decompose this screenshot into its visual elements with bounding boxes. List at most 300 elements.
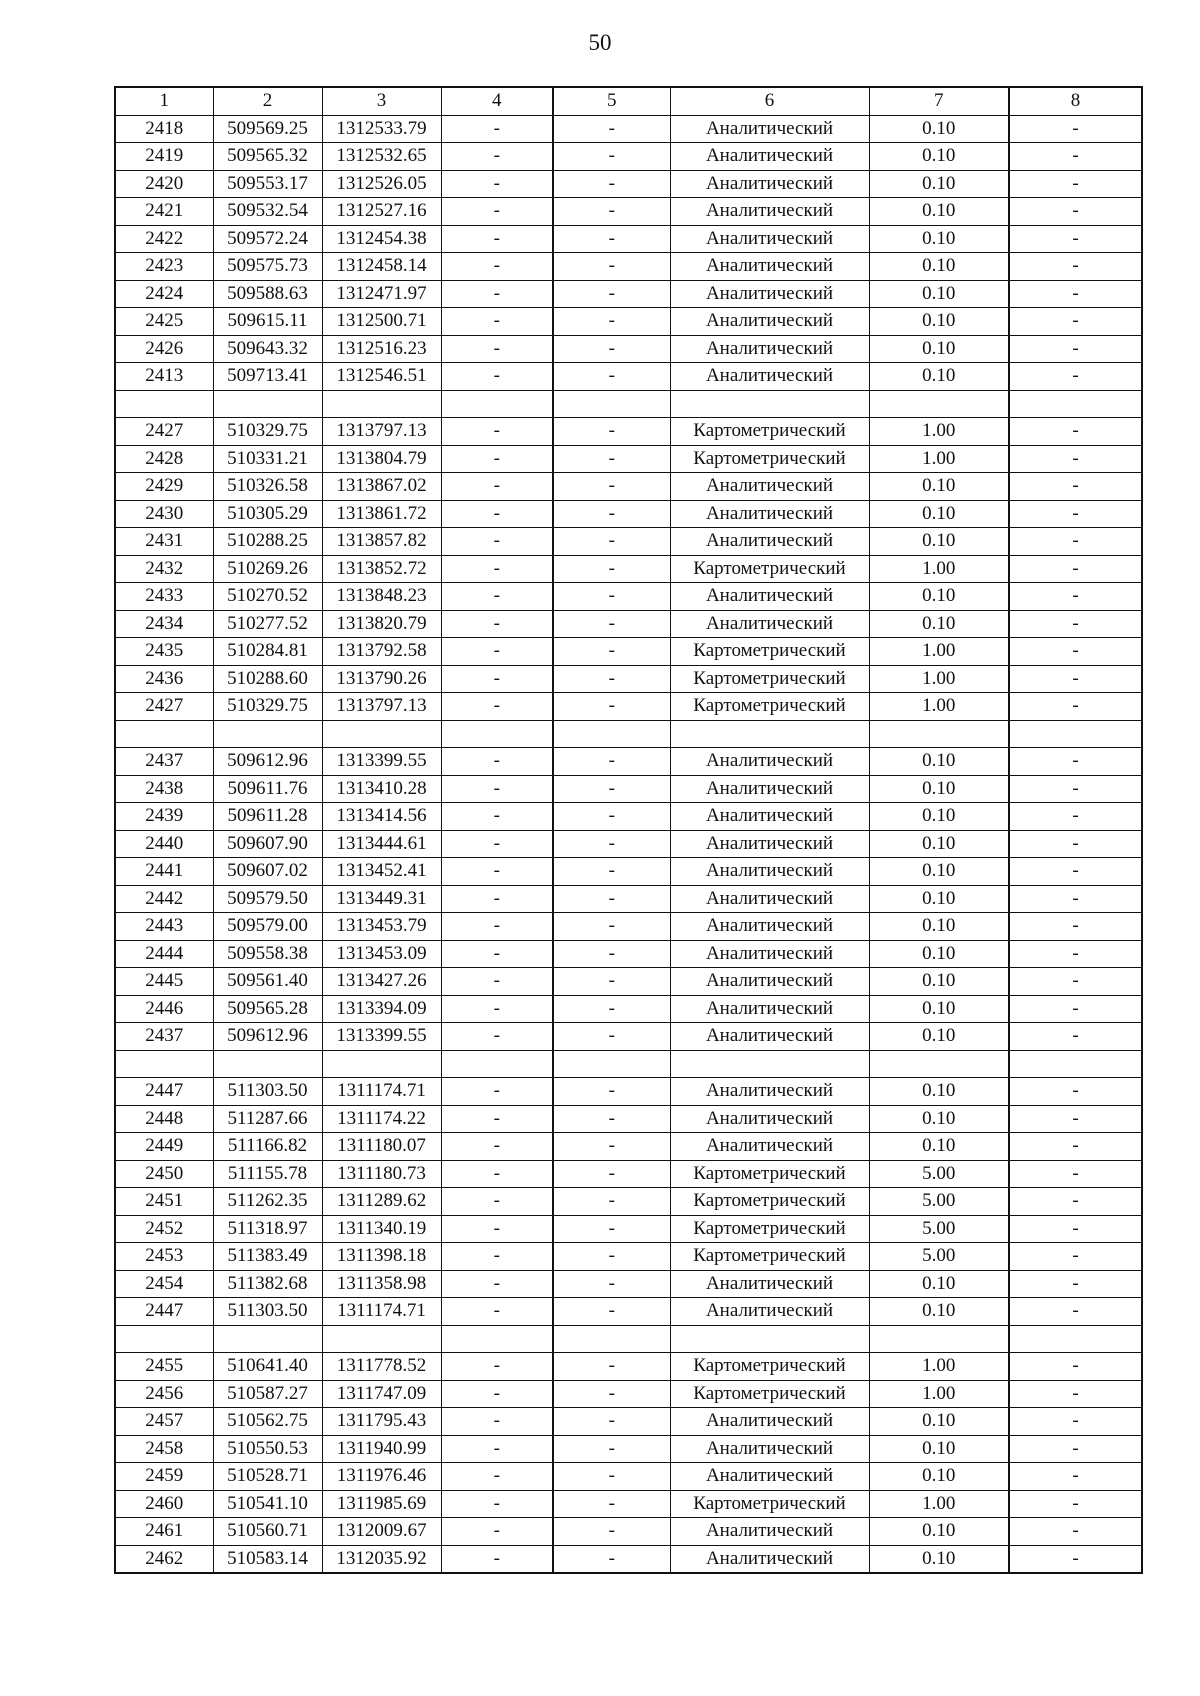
table-cell: 1312471.97 [322,280,441,308]
table-cell: Картометрический [670,1380,869,1408]
table-cell: - [441,1188,553,1216]
table-cell: - [1009,583,1142,611]
table-cell: 511166.82 [213,1133,322,1161]
table-cell: - [1009,1298,1142,1326]
table-cell: 1311180.73 [322,1160,441,1188]
table-cell: - [441,775,553,803]
table-cell: 0.10 [869,280,1009,308]
table-cell: 510587.27 [213,1380,322,1408]
table-cell: 1.00 [869,1490,1009,1518]
table-cell: Аналитический [670,170,869,198]
table-cell: - [1009,143,1142,171]
table-cell [213,390,322,418]
table-cell: 1.00 [869,638,1009,666]
table-cell: 509561.40 [213,968,322,996]
table-cell: 2445 [115,968,213,996]
separator-row [115,720,1142,748]
table-cell: - [1009,748,1142,776]
table-cell: - [1009,968,1142,996]
table-cell: 511382.68 [213,1270,322,1298]
table-cell: 2431 [115,528,213,556]
table-cell [869,1050,1009,1078]
table-cell: 0.10 [869,1298,1009,1326]
table-cell: Аналитический [670,1078,869,1106]
table-cell: 509532.54 [213,198,322,226]
table-cell: Картометрический [670,1353,869,1381]
table-cell: 2460 [115,1490,213,1518]
table-cell: - [553,1380,670,1408]
table-cell: - [553,418,670,446]
table-cell: 0.10 [869,885,1009,913]
table-cell: 1313410.28 [322,775,441,803]
table-cell: 2418 [115,115,213,143]
table-cell: 0.10 [869,500,1009,528]
table-cell: - [1009,1518,1142,1546]
table-cell: 1311976.46 [322,1463,441,1491]
table-cell: - [553,1353,670,1381]
table-cell: 1312546.51 [322,363,441,391]
table-cell: 0.10 [869,1545,1009,1573]
table-cell: Аналитический [670,473,869,501]
table-cell: Аналитический [670,1023,869,1051]
coordinates-table [114,86,1143,1574]
table-cell: - [1009,1215,1142,1243]
table-cell: 1311985.69 [322,1490,441,1518]
table-cell: 510329.75 [213,693,322,721]
column-header-5: 5 [553,87,670,115]
table-cell [441,390,553,418]
table-cell: 1311180.07 [322,1133,441,1161]
table-cell: 510288.60 [213,665,322,693]
table-cell: 2427 [115,693,213,721]
table-cell: - [441,1078,553,1106]
table-cell: 510305.29 [213,500,322,528]
table-cell: 1312526.05 [322,170,441,198]
column-header-1: 1 [115,87,213,115]
table-row [115,968,1142,996]
table-cell: - [553,500,670,528]
table-cell: - [553,528,670,556]
table-cell: 2426 [115,335,213,363]
separator-row [115,390,1142,418]
table-row [115,363,1142,391]
table-cell: - [553,1243,670,1271]
table-cell: - [1009,665,1142,693]
table-cell [322,1050,441,1078]
table-cell: - [441,1463,553,1491]
table-cell: 0.10 [869,858,1009,886]
table-cell: Картометрический [670,445,869,473]
table-cell: 2448 [115,1105,213,1133]
table-cell: - [1009,115,1142,143]
table-cell: - [441,1353,553,1381]
separator-row [115,1325,1142,1353]
table-cell: - [553,115,670,143]
table-row [115,1435,1142,1463]
table-cell: - [553,995,670,1023]
table-cell: 1311174.71 [322,1298,441,1326]
table-cell: Картометрический [670,638,869,666]
table-cell: 0.10 [869,748,1009,776]
table-cell [1009,1050,1142,1078]
table-cell: 2434 [115,610,213,638]
table-cell [670,1050,869,1078]
table-cell: 2442 [115,885,213,913]
table-cell: - [1009,528,1142,556]
table-cell [441,1325,553,1353]
table-cell: - [1009,775,1142,803]
table-cell: 509572.24 [213,225,322,253]
table-cell: - [441,583,553,611]
table-cell: 2419 [115,143,213,171]
table-cell: - [553,253,670,281]
table-cell [115,1325,213,1353]
table-cell: Аналитический [670,1298,869,1326]
table-cell: 510528.71 [213,1463,322,1491]
table-cell [213,1050,322,1078]
table-cell: 5.00 [869,1243,1009,1271]
table-cell: 509607.90 [213,830,322,858]
table-cell: - [553,280,670,308]
table-cell: - [441,1380,553,1408]
table-cell: - [441,198,553,226]
table-cell: Аналитический [670,225,869,253]
table-cell: - [553,968,670,996]
table-cell: - [1009,1243,1142,1271]
table-cell: Аналитический [670,253,869,281]
table-cell: 509643.32 [213,335,322,363]
table-cell: - [553,1270,670,1298]
table-header-row [115,87,1142,115]
table-cell: 509615.11 [213,308,322,336]
table-cell: - [441,610,553,638]
table-cell: 0.10 [869,775,1009,803]
table-cell: 1313399.55 [322,1023,441,1051]
table-cell: - [441,225,553,253]
table-cell: 509607.02 [213,858,322,886]
table-row [115,280,1142,308]
table-cell: 509579.50 [213,885,322,913]
table-cell: - [553,1023,670,1051]
table-cell [553,720,670,748]
table-row [115,418,1142,446]
column-header-3: 3 [322,87,441,115]
table-cell: 0.10 [869,1023,1009,1051]
table-cell: - [553,1078,670,1106]
table-cell: - [441,555,553,583]
table-cell: 2446 [115,995,213,1023]
table-cell: - [441,665,553,693]
table-cell: - [1009,308,1142,336]
table-cell: 509569.25 [213,115,322,143]
table-cell: - [441,1105,553,1133]
table-cell: - [1009,885,1142,913]
table-cell [322,720,441,748]
table-cell: - [553,583,670,611]
table-cell: 510329.75 [213,418,322,446]
table-cell: 1.00 [869,418,1009,446]
table-cell: Картометрический [670,1243,869,1271]
table-cell: 1312516.23 [322,335,441,363]
table-cell: 510562.75 [213,1408,322,1436]
table-cell: 1311747.09 [322,1380,441,1408]
table-cell: - [553,225,670,253]
table-cell: 0.10 [869,473,1009,501]
table-row [115,1270,1142,1298]
table-cell: - [553,665,670,693]
table-cell: - [553,885,670,913]
table-cell: 2449 [115,1133,213,1161]
table-cell: - [441,968,553,996]
table-cell: 2433 [115,583,213,611]
table-cell: - [1009,1408,1142,1436]
table-row [115,445,1142,473]
table-cell: - [1009,610,1142,638]
table-cell: 1313867.02 [322,473,441,501]
table-row [115,665,1142,693]
table-cell: 510583.14 [213,1545,322,1573]
table-cell: 1311398.18 [322,1243,441,1271]
table-row [115,1463,1142,1491]
table-row [115,1380,1142,1408]
table-cell: Картометрический [670,1188,869,1216]
table-cell: Аналитический [670,858,869,886]
table-cell: Аналитический [670,143,869,171]
table-cell: - [1009,693,1142,721]
table-cell: - [553,1490,670,1518]
table-cell: 1311174.71 [322,1078,441,1106]
table-cell: - [553,1188,670,1216]
table-row [115,170,1142,198]
table-cell: - [1009,225,1142,253]
table-cell: Аналитический [670,198,869,226]
table-cell: Аналитический [670,610,869,638]
table-cell [553,1050,670,1078]
table-cell: - [553,748,670,776]
table-cell [115,1050,213,1078]
table-cell: - [441,1160,553,1188]
table-cell: - [553,198,670,226]
table-cell: 1311174.22 [322,1105,441,1133]
table-cell: 1313797.13 [322,418,441,446]
page-number: 50 [588,30,612,55]
table-cell: 0.10 [869,830,1009,858]
table-cell: 5.00 [869,1160,1009,1188]
table-cell: 2456 [115,1380,213,1408]
table-cell: 2432 [115,555,213,583]
table-cell: 1313790.26 [322,665,441,693]
table-cell: - [441,528,553,556]
table-cell: 2429 [115,473,213,501]
table-row [115,1078,1142,1106]
table-cell: 0.10 [869,1105,1009,1133]
table-cell: 0.10 [869,143,1009,171]
table-cell: 2447 [115,1078,213,1106]
table-cell: 2437 [115,1023,213,1051]
table-cell: - [553,775,670,803]
table-cell: - [553,1160,670,1188]
table-cell: Картометрический [670,1160,869,1188]
table-cell: - [553,1463,670,1491]
table-cell: 1311358.98 [322,1270,441,1298]
table-body [115,115,1142,1573]
table-cell: Аналитический [670,1435,869,1463]
table-row [115,1133,1142,1161]
table-cell: Аналитический [670,500,869,528]
table-cell: 0.10 [869,115,1009,143]
table-cell: 2450 [115,1160,213,1188]
table-row [115,775,1142,803]
table-cell: - [553,143,670,171]
table-cell: - [1009,253,1142,281]
table-cell: - [1009,335,1142,363]
table-cell: 510326.58 [213,473,322,501]
table-cell: 1313852.72 [322,555,441,583]
table-cell: - [441,363,553,391]
table-cell: - [1009,500,1142,528]
table-cell: Аналитический [670,280,869,308]
table-cell: - [1009,1270,1142,1298]
table-cell [553,390,670,418]
table-cell: 2457 [115,1408,213,1436]
table-row [115,748,1142,776]
table-cell: - [1009,170,1142,198]
table-cell: 511303.50 [213,1298,322,1326]
table-row [115,803,1142,831]
table-cell: 2455 [115,1353,213,1381]
table-cell: 2435 [115,638,213,666]
table-row [115,858,1142,886]
table-cell: - [1009,1023,1142,1051]
table-cell: - [553,638,670,666]
table-cell: - [441,803,553,831]
table-cell: 509612.96 [213,748,322,776]
table-cell: 0.10 [869,1435,1009,1463]
table-cell [869,720,1009,748]
table-cell: 1312500.71 [322,308,441,336]
table-cell: 509588.63 [213,280,322,308]
table-row [115,1105,1142,1133]
table-cell: 511383.49 [213,1243,322,1271]
table-cell: 509565.32 [213,143,322,171]
table-cell: 2438 [115,775,213,803]
table-cell: 0.10 [869,1270,1009,1298]
table-cell: 1313804.79 [322,445,441,473]
table-row [115,1545,1142,1573]
table-cell: - [441,335,553,363]
table-cell: - [553,858,670,886]
table-cell: - [1009,830,1142,858]
table-cell: - [1009,1188,1142,1216]
table-cell: 1313861.72 [322,500,441,528]
column-header-7: 7 [869,87,1009,115]
table-cell: 0.10 [869,913,1009,941]
table-cell [213,720,322,748]
table-cell: 1313394.09 [322,995,441,1023]
table-row [115,1023,1142,1051]
table-cell: - [1009,1435,1142,1463]
table-cell: Картометрический [670,1490,869,1518]
table-cell: - [441,693,553,721]
table-cell: - [441,418,553,446]
table-cell: 2422 [115,225,213,253]
table-cell: - [553,473,670,501]
table-cell: 1311940.99 [322,1435,441,1463]
table-cell: 509612.96 [213,1023,322,1051]
table-cell: - [1009,1490,1142,1518]
table-cell: 2458 [115,1435,213,1463]
table-cell: Аналитический [670,913,869,941]
table-cell: 0.10 [869,198,1009,226]
table-cell: 1313453.79 [322,913,441,941]
table-row [115,1243,1142,1271]
table-cell: - [441,913,553,941]
table-cell: 1311289.62 [322,1188,441,1216]
table-cell: - [441,1298,553,1326]
table-row [115,995,1142,1023]
table-cell: - [1009,638,1142,666]
table-cell: Аналитический [670,803,869,831]
table-cell: 510641.40 [213,1353,322,1381]
table-cell: 510277.52 [213,610,322,638]
table-cell: Аналитический [670,528,869,556]
table-row [115,940,1142,968]
table-cell: 2447 [115,1298,213,1326]
table-cell: - [441,280,553,308]
table-cell: - [553,1133,670,1161]
table-cell: 0.10 [869,308,1009,336]
table-cell: Аналитический [670,830,869,858]
table-row [115,583,1142,611]
table-cell: - [441,1270,553,1298]
table-cell: 1311340.19 [322,1215,441,1243]
table-cell: 0.10 [869,1408,1009,1436]
table-cell: 5.00 [869,1215,1009,1243]
table-cell: 511262.35 [213,1188,322,1216]
table-cell: - [441,1490,553,1518]
table-cell: - [1009,1133,1142,1161]
table-cell: 0.10 [869,803,1009,831]
table-cell: - [441,940,553,968]
table-row [115,638,1142,666]
table-cell: - [441,638,553,666]
table-cell: 1311795.43 [322,1408,441,1436]
table-cell: 2443 [115,913,213,941]
table-cell: 2413 [115,363,213,391]
table-cell: 509611.76 [213,775,322,803]
table-cell [1009,390,1142,418]
table-cell: - [553,363,670,391]
table-cell: - [553,1298,670,1326]
table-cell: 2439 [115,803,213,831]
table-cell: 2441 [115,858,213,886]
table-cell: Аналитический [670,1133,869,1161]
table-cell: 2420 [115,170,213,198]
table-cell: 1.00 [869,665,1009,693]
table-cell: 1.00 [869,693,1009,721]
table-cell: 510560.71 [213,1518,322,1546]
table-cell: - [1009,940,1142,968]
table-row [115,1188,1142,1216]
table-cell: - [441,473,553,501]
table-cell: - [1009,418,1142,446]
table-cell: 510270.52 [213,583,322,611]
table-cell: 509553.17 [213,170,322,198]
table-cell: - [1009,913,1142,941]
table-cell: Аналитический [670,335,869,363]
table-cell: 509558.38 [213,940,322,968]
table-cell: 0.10 [869,1518,1009,1546]
